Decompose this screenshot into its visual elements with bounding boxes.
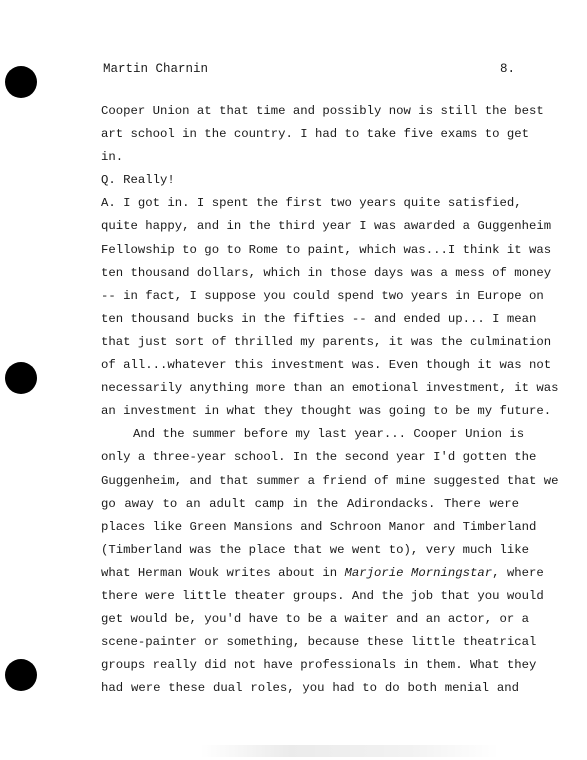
scan-smudge bbox=[200, 745, 500, 757]
text-line: in. bbox=[101, 150, 124, 165]
text-line: Guggenheim, and that summer a friend of mine suggested that we bbox=[101, 473, 559, 488]
text-line: Cooper Union at that time and possibly now is still the best bbox=[101, 104, 544, 118]
binder-hole-bottom bbox=[5, 659, 37, 691]
transcript-body bbox=[101, 100, 559, 700]
text-line: an investment in what they thought was going to be my future. bbox=[101, 404, 552, 419]
interviewee-name: Martin Charnin bbox=[103, 62, 209, 76]
text-line: ten thousand bucks in the fifties -- and ended up... I mean bbox=[101, 311, 537, 326]
text-line: places like Green Mansions and Schroon Manor and Timberland bbox=[101, 519, 537, 534]
text-line: art school in the country. I had to take five exams to get bbox=[101, 127, 530, 142]
text-line: of all...whatever this investment was. Even though it was not bbox=[101, 358, 552, 373]
text-line: go away to an adult camp in the Adirondacks. There were bbox=[101, 496, 519, 511]
text-line: only a three-year school. In the second year I'd gotten the bbox=[101, 450, 537, 465]
text-line: Fellowship to go to Rome to paint, which was...I think it was bbox=[101, 242, 552, 257]
text-line: -- in fact, I suppose you could spend two years in Europe on bbox=[101, 288, 544, 303]
text-line: scene-painter or something, because these little theatrical bbox=[101, 635, 537, 650]
answer-line: A. I got in. I spent the first two years quite satisfied, bbox=[101, 196, 522, 211]
text-line: quite happy, and in the third year I was awarded a Guggenheim bbox=[101, 219, 552, 234]
text-line: (Timberland was the place that we went to), very much like bbox=[101, 542, 530, 557]
text-line: there were little theater groups. And the job that you would bbox=[101, 588, 544, 603]
book-title: Marjorie Morningstar bbox=[344, 565, 493, 580]
text-line: that just sort of thrilled my parents, it was the culmination bbox=[101, 334, 552, 349]
paragraph-start-line: And the summer before my last year... Cooper Union is bbox=[133, 427, 525, 442]
page-number: 8. bbox=[499, 62, 515, 76]
binder-hole-middle bbox=[5, 362, 37, 394]
text-line: what Herman Wouk writes about in Marjorie Morningstar, where bbox=[101, 565, 544, 580]
text-line: ten thousand dollars, which in those days was a mess of money bbox=[101, 265, 552, 280]
text-line: necessarily anything more than an emotional investment, it was bbox=[101, 381, 559, 396]
text-line: had were these dual roles, you had to do both menial and bbox=[101, 681, 519, 696]
question-line: Q. Really! bbox=[101, 173, 175, 188]
text-line: get would be, you'd have to be a waiter and an actor, or a bbox=[101, 612, 530, 627]
text-line: groups really did not have professionals in them. What they bbox=[101, 658, 537, 673]
binder-hole-top bbox=[5, 66, 37, 98]
